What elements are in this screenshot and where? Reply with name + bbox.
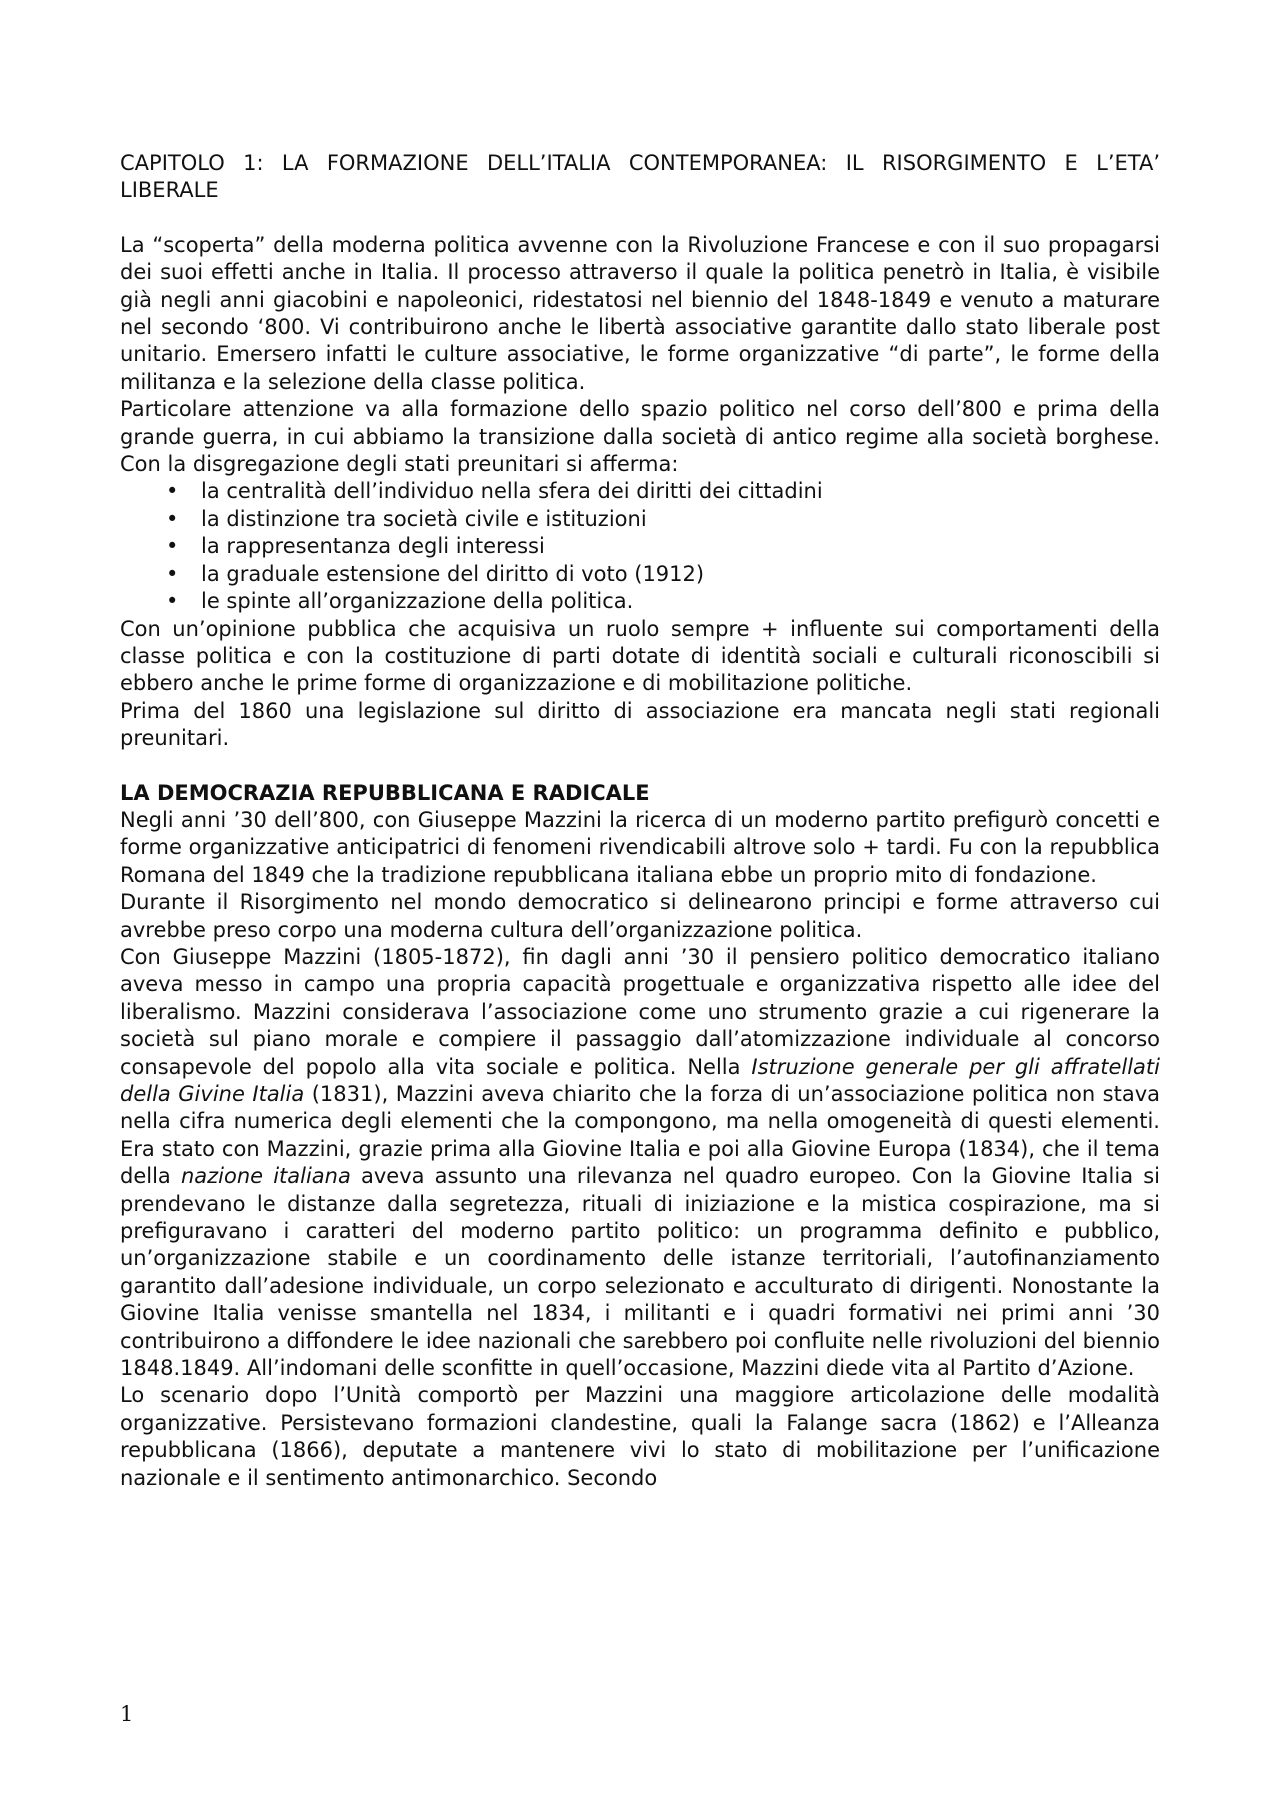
italic-phrase: nazione italiana — [180, 1164, 351, 1189]
paragraph-text: aveva assunto una rilevanza nel quadro europeo. Con la Giovine Italia si prendevano le distanze dalla segretezza, rituali di iniziazione e la mistica cospirazione, ma si prefiguravano i caratteri del moderno partito politico: un programma definito e pubblico, un’organizzazione stabile e un coordinamento delle istanze territoriali, l’autofinanziamento garantito dall’adesione individuale, un corpo selezionato e acculturato di dirigenti. Nonostante la Giovine Italia venisse smantella nel 1834, i militanti e i quadri formativi nei primi anni ’30 contribuirono a diffondere le idee nazionali che sarebbero poi confluite nelle rivoluzioni del biennio 1848.1849. All’indomani delle sconfitte in quell’occasione, Mazzini diede vita al Partito d’Azione. — [120, 1164, 1160, 1381]
list-item — [120, 478, 1160, 505]
bullet-icon: • — [166, 479, 179, 504]
list-item-text: le spinte all’organizzazione della politica. — [201, 589, 634, 614]
mazzini-paragraph — [120, 944, 1160, 1383]
body-paragraph: Con un’opinione pubblica che acquisiva un ruolo sempre + influente sui comportamenti della classe politica e con la costituzione di parti dotate di identità sociali e culturali riconoscibili si ebbero anche le prime forme di organizzazione e di mobilitazione politiche. — [120, 616, 1160, 696]
bullet-list — [120, 478, 1160, 615]
list-item-text: la graduale estensione del diritto di voto (1912) — [201, 561, 705, 586]
chapter-title: CAPITOLO 1: LA FORMAZIONE DELL’ITALIA CONTEMPORANEA: IL RISORGIMENTO E L’ETA’ LIBERALE — [120, 151, 1160, 203]
paragraph-text: Con Giuseppe Mazzini (1805-1872), fin dagli anni ’30 il pensiero politico democratico italiano aveva messo in campo una propria capacità progettuale e organizzativa rispetto alle idee del liberalismo. Mazzini considerava l’associazione come uno strumento grazie a cui rigenerare la società sul piano morale e compiere il passaggio dall’atomizzazione individuale al concorso consapevole del popolo alla vita sociale e politica. Nella — [120, 944, 1160, 1079]
italic-title: Istruzione generale per gli affratellati della Givine Italia — [120, 1054, 1160, 1106]
list-item — [120, 561, 1160, 588]
bullet-icon: • — [166, 506, 179, 531]
bullet-icon: • — [166, 589, 179, 614]
list-item-text: la distinzione tra società civile e istituzioni — [201, 506, 647, 531]
bullet-icon: • — [166, 561, 179, 586]
list-item — [120, 506, 1160, 533]
list-item — [120, 588, 1160, 615]
blank-line — [120, 205, 1160, 232]
blank-line — [120, 753, 1160, 780]
list-item-text: la centralità dell’individuo nella sfera dei diritti dei cittadini — [201, 479, 823, 504]
document-body — [120, 150, 1160, 1492]
list-item — [120, 533, 1160, 560]
intro-paragraph: Particolare attenzione va alla formazione dello spazio politico nel corso dell’800 e prima della grande guerra, in cui abbiamo la transizione dalla società di antico regime alla società borghese. Con la disgregazione degli stati preunitari si afferma: — [120, 397, 1160, 477]
bullet-icon: • — [166, 534, 179, 559]
body-paragraph: Lo scenario dopo l’Unità comportò per Mazzini una maggiore articolazione delle modalità organizzative. Persistevano formazioni clandestine, quali la Falange sacra (1862) e l’Alleanza repubblicana (1866), deputate a mantenere vivi lo stato di mobilitazione per l’unificazione nazionale e il sentimento antimonarchico. Secondo — [120, 1383, 1160, 1490]
body-paragraph: Prima del 1860 una legislazione sul diritto di associazione era mancata negli stati regionali preunitari. — [120, 698, 1160, 751]
list-item-text: la rappresentanza degli interessi — [201, 534, 545, 559]
page-number: 1 — [120, 1702, 134, 1726]
paragraph-text: (1831), Mazzini aveva chiarito che la forza di un’associazione politica non stava nella cifra numerica degli elementi che la compongono, ma nella omogeneità di questi elementi. Era stato con Mazzini, grazie prima alla Giovine Italia e poi alla Giovine Europa (1834), che il tema della — [120, 1082, 1160, 1189]
intro-paragraph: La “scoperta” della moderna politica avvenne con la Rivoluzione Francese e con il suo propagarsi dei suoi effetti anche in Italia. Il processo attraverso il quale la politica penetrò in Italia, è visibile già negli anni giacobini e napoleonici, ridestatosi nel biennio del 1848-1849 e venuto a maturare nel secondo ‘800. Vi contribuirono anche le libertà associative garantite dallo stato liberale post unitario. Emersero infatti le culture associative, le forme organizzative “di parte”, le forme della militanza e la selezione della classe politica. — [120, 232, 1160, 394]
section-heading: LA DEMOCRAZIA REPUBBLICANA E RADICALE — [120, 780, 650, 805]
body-paragraph: Negli anni ’30 dell’800, con Giuseppe Mazzini la ricerca di un moderno partito prefigurò concetti e forme organizzative anticipatrici di fenomeni rivendicabili altrove solo + tardi. Fu con la repubblica Romana del 1849 che la tradizione repubblicana italiana ebbe un proprio mito di fondazione. — [120, 807, 1160, 887]
body-paragraph: Durante il Risorgimento nel mondo democratico si delinearono principi e forme attraverso cui avrebbe preso corpo una moderna cultura dell’organizzazione politica. — [120, 890, 1160, 942]
